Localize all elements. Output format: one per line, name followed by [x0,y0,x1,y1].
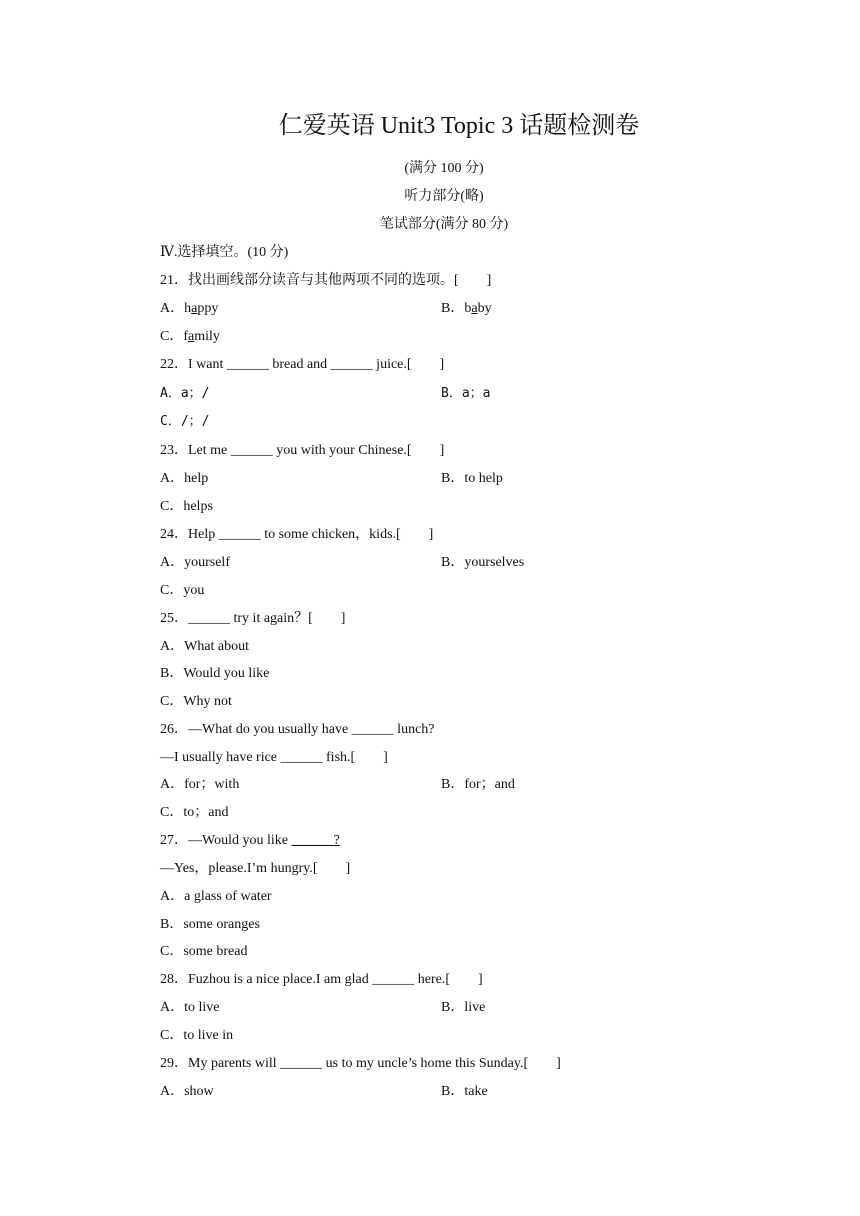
q23-stem: 23．Let me ______ you with your Chinese.[ ] [160,443,445,458]
q27-stem-text: 27．—Would you like [160,833,292,848]
q21-option-c [160,327,220,347]
q27-stem [160,831,340,851]
q24-stem: 24．Help ______ to some chicken，kids.[ ] [160,527,434,542]
q27-option-a: A．a glass of water [160,889,272,904]
q21-stem: 21．找出画线部分读音与其他两项不同的选项。[ ] [160,273,492,288]
q21-a-suffix: ppy [197,301,219,316]
q22-stem: 22．I want ______ bread and ______ juice.[ ] [160,357,445,372]
q28-option-c: C．to live in [160,1028,234,1043]
q23-option-a: A．help [160,471,209,486]
q21-c-underlined: a [188,329,195,344]
q24-option-c: C．you [160,583,205,598]
q22-option-c: C．/；/ [160,414,210,429]
q26-stem-reply: —I usually have rice ______ fish.[ ] [160,750,388,765]
q23-option-b: B．to help [441,471,503,486]
q24-option-a: A．yourself [160,555,230,570]
q28-option-b: B．live [441,1000,486,1015]
q21-a-underlined: a [191,301,198,316]
section-heading: Ⅳ.选择填空。(10 分) [160,245,289,260]
q28-option-a: A．to live [160,1000,220,1015]
q21-c-suffix: mily [194,329,220,344]
q24-option-b: B．yourselves [441,555,525,570]
q29-option-b: B．take [441,1084,488,1099]
q26-option-c: C．to；and [160,805,229,820]
total-score-note: (满分 100 分) [404,161,484,176]
q22-option-b: B．a；a [441,386,491,401]
q21-option-b [441,299,492,319]
q26-stem: 26．—What do you usually have ______ lunch? [160,722,435,737]
q26-option-a: A．for；with [160,777,240,792]
q23-option-c: C．helps [160,499,213,514]
q25-option-c: C．Why not [160,694,232,709]
written-section-note: 笔试部分(满分 80 分) [379,217,509,232]
q25-stem: 25．______ try it again？[ ] [160,611,346,626]
q21-b-prefix: B．b [441,301,472,316]
q28-stem: 28．Fuzhou is a nice place.I am glad ______ here.[ ] [160,972,483,987]
q21-a-prefix: A．h [160,301,192,316]
q27-blank: ______? [291,833,340,848]
q27-option-b: B．some oranges [160,917,260,932]
q27-stem-reply: —Yes，please.I’m hungry.[ ] [160,861,351,876]
q25-option-b: B．Would you like [160,666,270,681]
q21-c-prefix: C．f [160,329,188,344]
q21-b-suffix: by [477,301,492,316]
q22-option-a: A．a；/ [160,386,210,401]
q27-option-c: C．some bread [160,944,248,959]
listening-section-note: 听力部分(略) [404,189,484,204]
q26-option-b: B．for；and [441,777,515,792]
q21-b-underlined: a [471,301,478,316]
page-title: 仁爱英语 Unit3 Topic 3 话题检测卷 [278,113,640,139]
q21-option-a [160,299,218,319]
q29-stem: 29．My parents will ______ us to my uncle’s home this Sunday.[ ] [160,1056,561,1071]
q25-option-a: A．What about [160,639,250,654]
q29-option-a: A．show [160,1084,214,1099]
